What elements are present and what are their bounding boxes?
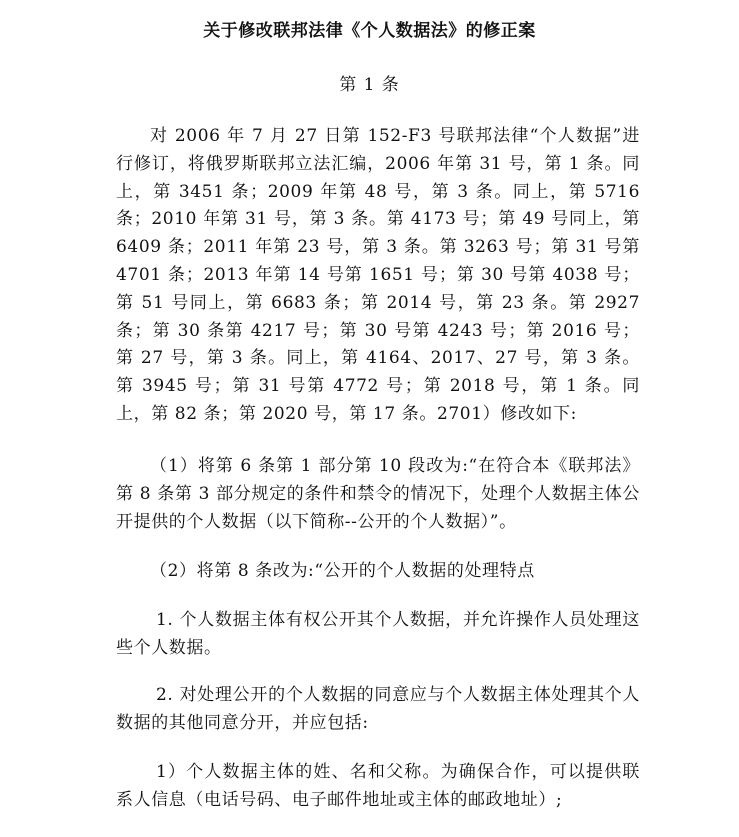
paragraph-subclause-1: 1）个人数据主体的姓、名和父称。为确保合作，可以提供联系人信息（电话号码、电子邮件地址或主体的邮政地址）;	[116, 762, 640, 810]
paragraph-intro: 对 2006 年 7 月 27 日第 152-F3 号联邦法律“个人数据”进行修订，将俄罗斯联邦立法汇编，2006 年第 31 号，第 1 条。同上，第 3451 条；2009 年第 48 号，第 3 条。同上，第 5716 条；2010 年第 31 号，第 3 条。第 4173 号；第 49 号同上，第 6409 条；2011 年第 23 号，第 3 条。第 3263 号；第 31 号第 4701 条；2013 年第 14 号第 1651 号；第 30 号第 4038 号；第 51 号同上，第 6683 条；第 2014 号，第 23 条。第 2927 条；第 30 条第 4217 号；第 30 号第 4243 号；第 2016 号；第 27 号，第 3 条。同上，第 4164、2017、27 号，第 3 条。第 3945 号；第 31 号第 4772 号；第 2018 号，第 1 条。同上，第 82 条；第 2020 号，第 17 条。2701）修改如下:	[116, 126, 640, 424]
paragraph-clause-2: 2. 对处理公开的个人数据的同意应与个人数据主体处理其个人数据的其他同意分开，并应包括:	[116, 685, 640, 733]
document-title: 关于修改联邦法律《个人数据法》的修正案	[203, 21, 536, 41]
article-heading: 第 1 条	[339, 75, 400, 95]
paragraph-clause-1: 1. 个人数据主体有权公开其个人数据，并允许操作人员处理这些个人数据。	[116, 610, 640, 658]
paragraph-item-1: （1）将第 6 条第 1 部分第 10 段改为:“在符合本《联邦法》第 8 条第 3 部分规定的条件和禁令的情况下，处理个人数据主体公开提供的个人数据（以下简称--公开的个人数据）”。	[116, 456, 640, 532]
paragraph-item-2: （2）将第 8 条改为:“公开的个人数据的处理特点	[150, 561, 535, 581]
